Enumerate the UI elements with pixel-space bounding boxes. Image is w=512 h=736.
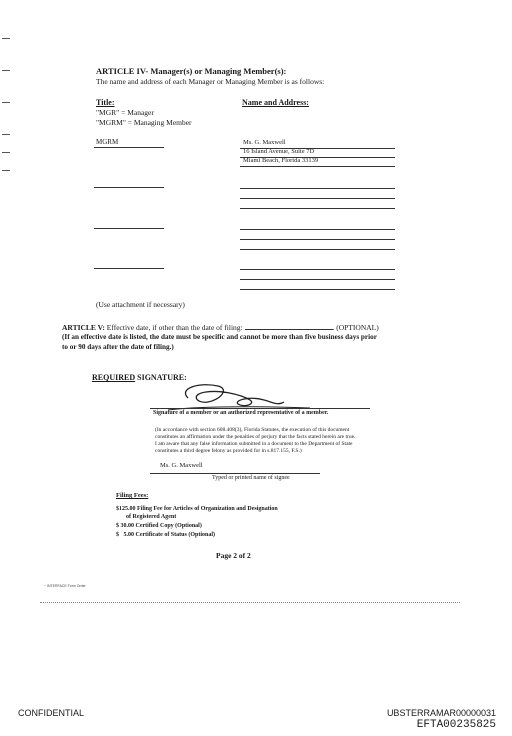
blank-title-line [94, 268, 164, 269]
article5-text: Effective date, if other than the date of filing: [106, 323, 243, 332]
printed-caption: Typed or printed name of signee [212, 475, 290, 481]
mgrm-definition: "MGRM" = Managing Member [96, 118, 192, 127]
bates-number-2: EFTA00235825 [416, 719, 496, 731]
signature-line [150, 408, 370, 409]
blank-addr-line [240, 279, 395, 280]
scan-artifact-line [40, 602, 460, 603]
article5-note-2: to or 90 days after the date of filing.) [62, 343, 174, 351]
article4-subheading: The name and address of each Manager or Managing Member is as follows: [96, 77, 325, 86]
bates-number-1: UBSTERRAMAR00000031 [386, 708, 496, 718]
fees-line-2: of Registered Agent [126, 514, 177, 520]
fees-line-1: $125.00 Filing Fee for Articles of Organization and Designation [116, 506, 278, 512]
fees-line-3: $ 30.00 Certified Copy (Optional) [116, 523, 202, 529]
printed-name-line [150, 473, 320, 474]
blank-addr-line [240, 289, 395, 290]
entry-address-2: Miami Beach, Florida 33139 [243, 157, 319, 164]
blank-addr-line [240, 229, 395, 230]
effective-date-blank [245, 322, 333, 330]
entry-title-line [94, 147, 164, 148]
fees-line-4: $ 5.00 Certificate of Status (Optional) [116, 532, 215, 538]
blank-addr-line [240, 188, 395, 189]
statute-line-1: (In accordance with section 608.408(3), Florida Statutes, the execution of this document [155, 427, 350, 433]
blank-addr-line [240, 269, 395, 270]
statute-line-4: constitutes a third degree felony as provided for in s.817.155, F.S.) [155, 448, 302, 454]
blank-title-line [94, 187, 164, 188]
article5-heading: ARTICLE V: [62, 323, 105, 332]
confidential-label: CONFIDENTIAL [18, 708, 85, 718]
blank-addr-line [240, 208, 395, 209]
fees-heading: Filing Fees: [116, 492, 149, 499]
entry-name: Ms. G. Maxwell [243, 139, 286, 146]
title-label: Title: [96, 98, 115, 107]
article5-block [62, 322, 379, 332]
statute-line-2: constitutes an affirmation under the penalties of perjury that the facts stated herein are true. [155, 434, 356, 440]
entry-address-1: 16 Island Avenue, Suite 7D [243, 148, 315, 155]
required-word: REQUIRED [92, 373, 136, 382]
name-address-label: Name and Address: [242, 98, 309, 107]
signature-caption: Signature of a member or an authorized representative of a member. [153, 410, 329, 416]
blank-title-line [94, 228, 164, 229]
blank-addr-line [240, 198, 395, 199]
entry-line-3 [240, 166, 395, 167]
entry-title: MGRM [96, 138, 119, 146]
statute-line-3: I am aware that any false information submitted in a document to the Department of State [155, 441, 353, 447]
article4-heading: ARTICLE IV- Manager(s) or Managing Member(s): [96, 66, 287, 76]
article5-optional: . (OPTIONAL) [332, 323, 379, 332]
printed-name: Ms. G. Maxwell [160, 462, 203, 469]
mgr-definition: "MGR" = Manager [96, 108, 154, 117]
blank-addr-line [240, 249, 395, 250]
attachment-note: (Use attachment if necessary) [96, 300, 185, 309]
footer-tiny-text: ~ INTERFACE Form Order [44, 584, 86, 588]
signature-label: SIGNATURE: [137, 373, 187, 382]
blank-addr-line [240, 239, 395, 240]
page-number: Page 2 of 2 [216, 551, 251, 560]
article5-note-1: (If an effective date is listed, the date must be specific and cannot be more than five business days prior [62, 333, 377, 341]
left-edge-marks [0, 20, 12, 220]
